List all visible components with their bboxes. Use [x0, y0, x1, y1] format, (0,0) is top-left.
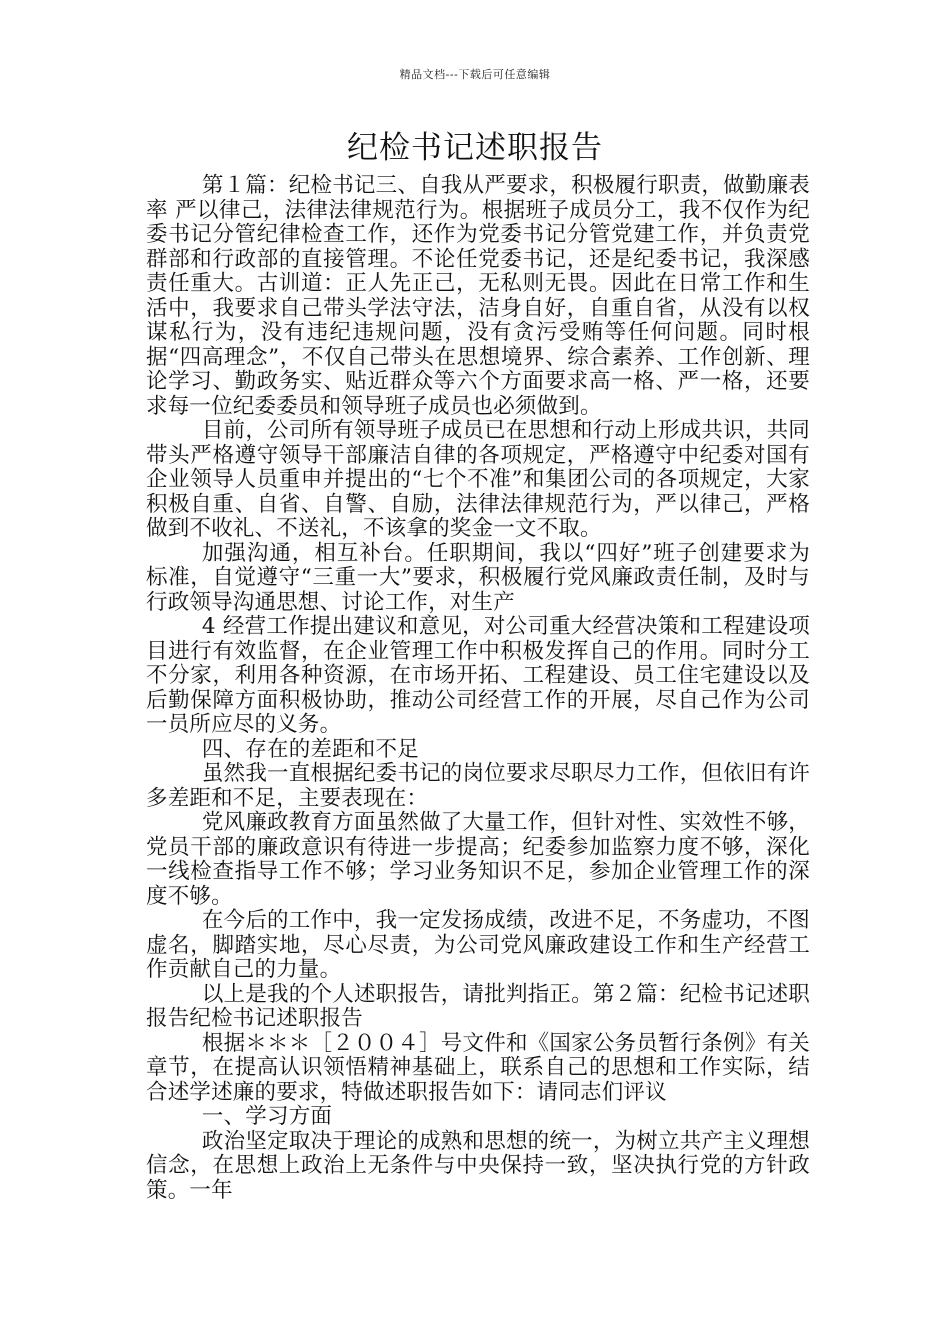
paragraph: 以上是我的个人述职报告，请批判指正。第２篇：纪检书记述职报告纪检书记述职报告: [146, 981, 810, 1031]
section-heading: 四、存在的差距和不足: [201, 736, 419, 762]
paragraph: 加强沟通，相互补台。任职期间，我以“四好”班子创建要求为标准，自觉遵守“三重一大”要求，积极履行党风廉政责任制，及时与行政领导沟通思想、讨论工作，对生产: [146, 540, 810, 615]
paragraph: 虽然我一直根据纪委书记的岗位要求尽职尽力工作，但依旧有许多差距和不足，主要表现在：: [146, 761, 810, 811]
document-body: [146, 174, 810, 1203]
paragraph: 目前，公司所有领导班子成员已在思想和行动上形成共识，共同带头严格遵守领导干部廉洁自律的各项规定，严格遵守中纪委对国有企业领导人员重申并提出的“七个不准”和集团公司的各项规定，大家积极自重、自省、自警、自励，法律法律规范行为，严以律己，严格做到不收礼、不送礼，不该拿的奖金一文不取。: [146, 418, 810, 541]
paragraph: 党风廉政教育方面虽然做了大量工作，但针对性、实效性不够，党员干部的廉政意识有待进一步提高；纪委参加监察力度不够，深化一线检查指导工作不够；学习业务知识不足，参加企业管理工作的深度不够。: [146, 810, 810, 909]
section-heading: 一、学习方面: [201, 1104, 333, 1129]
paragraph: 在今后的工作中，我一定发扬成绩，改进不足，不务虚功，不图虚名，脚踏实地，尽心尽责，为公司党风廉政建设工作和生产经营工作贡献自己的力量。: [146, 908, 810, 982]
header-note: 精品文档---下载后可任意编辑: [399, 68, 551, 81]
document-title: 纪检书记述职报告: [347, 130, 603, 166]
paragraph: 政治坚定取决于理论的成熟和思想的统一，为树立共产主义理想信念，在思想上政治上无条件与中央保持一致，坚决执行党的方针政策。一年: [146, 1128, 810, 1203]
paragraph: 4 经营工作提出建议和意见，对公司重大经营决策和工程建设项目进行有效监督，在企业管理工作中积极发挥自己的作用。同时分工不分家，利用各种资源，在市场开拓、工程建设、员工住宅建设以及后勤保障方面积极协助，推动公司经营工作的开展，尽自己作为公司一员所应尽的义务。: [146, 614, 810, 737]
paragraph: 根据＊＊＊［２００４］号文件和《国家公务员暂行条例》有关章节，在提高认识领悟精神基础上，联系自己的思想和工作实际，结合述学述廉的要求，特做述职报告如下：请同志们评议: [146, 1030, 810, 1105]
paragraph: 第１篇：纪检书记三、自我从严要求，积极履行职责，做勤廉表率 严以律己，法律法律规范行为。根据班子成员分工，我不仅作为纪委书记分管纪律检查工作，还作为党委书记分管党建工作，并负责党群部和行政部的直接管理。不论任党委书记，还是纪委书记，我深感责任重大。古训道：正人先正己，无私则无畏。因此在日常工作和生活中，我要求自己带头学法守法，洁身自好，自重自省，从没有以权谋私行为，没有违纪违规问题，没有贪污受贿等任何问题。同时根据“四高理念”，不仅自己带头在思想境界、综合素养、工作创新、理论学习、勤政务实、贴近群众等六个方面要求高一格、严一格，还要求每一位纪委委员和领导班子成员也必须做到。: [146, 173, 810, 419]
